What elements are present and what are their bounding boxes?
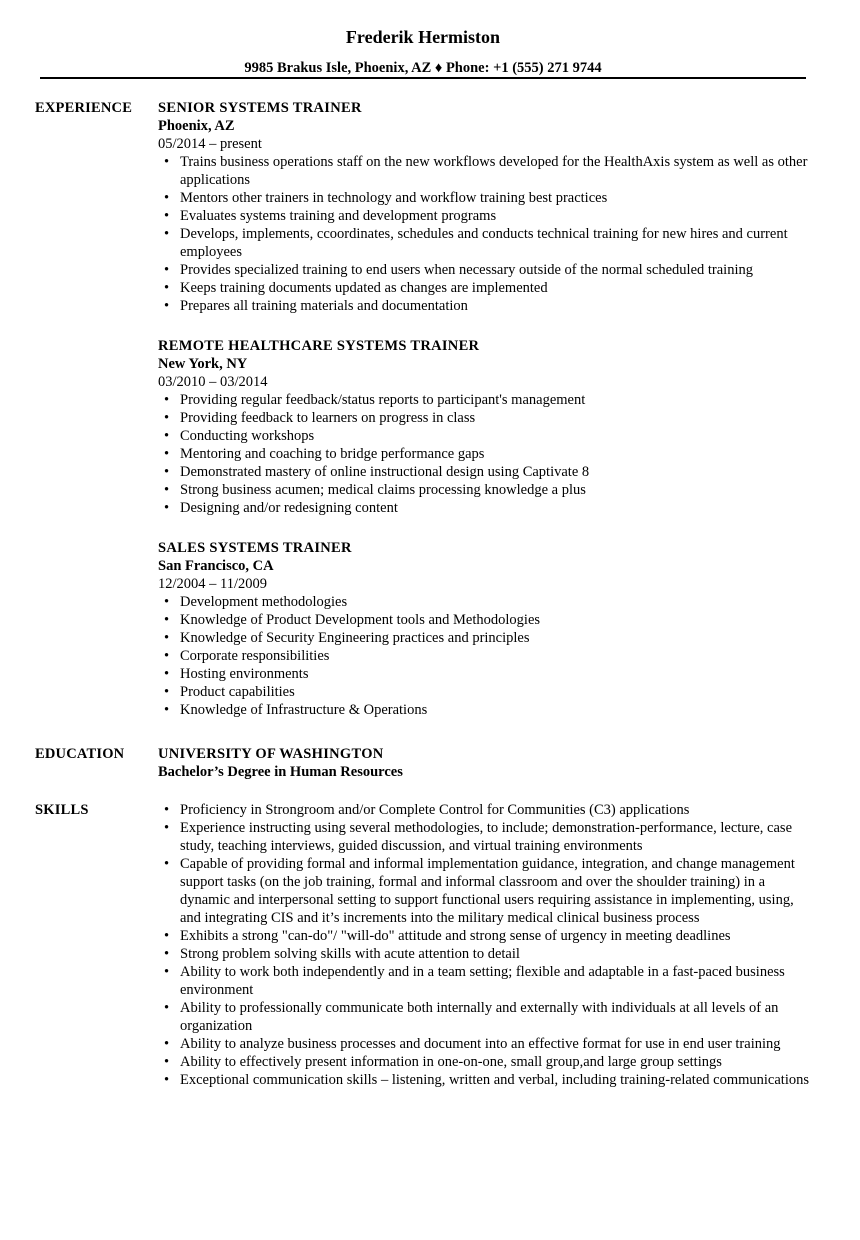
job-bullet: • Corporate responsibilities xyxy=(180,647,818,665)
job-bullet: • Designing and/or redesigning content xyxy=(180,499,818,517)
skill-item: • Ability to professionally communicate both internally and externally with individuals at all levels of an organization xyxy=(180,999,818,1035)
school-name: UNIVERSITY OF WASHINGTON xyxy=(158,746,384,762)
skill-item: • Ability to analyze business processes and document into an effective format for use in end user training xyxy=(180,1035,818,1053)
job-bullet: • Develops, implements, ccoordinates, schedules and conducts technical training for new hires and current employees xyxy=(180,225,818,261)
job-bullet: • Mentoring and coaching to bridge performance gaps xyxy=(180,445,818,463)
experience-jobs xyxy=(158,99,818,741)
job-bullet: • Knowledge of Product Development tools and Methodologies xyxy=(180,611,818,629)
skill-item: • Ability to effectively present information in one-on-one, small group,and large group settings xyxy=(180,1053,818,1071)
job-dates: 12/2004 – 11/2009 xyxy=(158,576,268,592)
education-label: EDUCATION xyxy=(35,746,125,762)
job-title: SENIOR SYSTEMS TRAINER xyxy=(158,100,362,116)
job-entry xyxy=(158,337,818,517)
job-bullet: • Hosting environments xyxy=(180,665,818,683)
job-location: Phoenix, AZ xyxy=(158,118,235,134)
job-title: REMOTE HEALTHCARE SYSTEMS TRAINER xyxy=(158,338,480,354)
job-bullet: • Knowledge of Security Engineering practices and principles xyxy=(180,629,818,647)
skill-item: • Capable of providing formal and informal implementation guidance, integration, and change management support tasks (on the job training, formal and informal classroom and over the shoulder training) in a dynamic and interpersonal setting to support functional users requiring assistance in implementing, using, and integrating CIS and it’s increments into the military medical clinical business process xyxy=(180,855,818,927)
degree: Bachelor’s Degree in Human Resources xyxy=(158,764,403,780)
job-bullet: • Mentors other trainers in technology and workflow training best practices xyxy=(180,189,818,207)
skill-item: • Ability to work both independently and in a team setting; flexible and adaptable in a fast-paced business environment xyxy=(180,963,818,999)
skill-item: • Exhibits a strong "can-do"/ "will-do" attitude and strong sense of urgency in meeting deadlines xyxy=(180,927,818,945)
job-bullet: • Providing feedback to learners on progress in class xyxy=(180,409,818,427)
candidate-name: Frederik Hermiston xyxy=(345,27,501,47)
job-bullets xyxy=(158,391,818,517)
job-bullet: • Strong business acumen; medical claims processing knowledge a plus xyxy=(180,481,818,499)
job-bullet: • Demonstrated mastery of online instructional design using Captivate 8 xyxy=(180,463,818,481)
skill-item: • Proficiency in Strongroom and/or Complete Control for Communities (C3) applications xyxy=(180,801,818,819)
job-bullet: • Conducting workshops xyxy=(180,427,818,445)
experience-label: EXPERIENCE xyxy=(35,100,133,116)
job-dates: 05/2014 – present xyxy=(158,136,262,152)
header-divider xyxy=(40,77,806,79)
job-bullet: • Keeps training documents updated as changes are implemented xyxy=(180,279,818,297)
skill-item: • Exceptional communication skills – listening, written and verbal, including training-related communications xyxy=(180,1071,818,1089)
contact-line: 9985 Brakus Isle, Phoenix, AZ ♦ Phone: +1 (555) 271 9744 xyxy=(244,60,602,76)
job-location: San Francisco, CA xyxy=(158,558,274,574)
skill-item: • Experience instructing using several methodologies, to include; demonstration-performance, lecture, case study, teaching interviews, guided discussion, and virtual training environments xyxy=(180,819,818,855)
job-bullet: • Evaluates systems training and development programs xyxy=(180,207,818,225)
job-dates: 03/2010 – 03/2014 xyxy=(158,374,268,390)
job-bullet: • Provides specialized training to end users when necessary outside of the normal scheduled training xyxy=(180,261,818,279)
education-body xyxy=(158,745,818,781)
job-bullet: • Providing regular feedback/status reports to participant's management xyxy=(180,391,818,409)
skills-label: SKILLS xyxy=(35,802,89,818)
job-bullet: • Knowledge of Infrastructure & Operations xyxy=(180,701,818,719)
job-bullet: • Prepares all training materials and documentation xyxy=(180,297,818,315)
job-bullet: • Trains business operations staff on the new workflows developed for the HealthAxis system as well as other applications xyxy=(180,153,818,189)
job-bullets xyxy=(158,593,818,719)
job-bullet: • Product capabilities xyxy=(180,683,818,701)
job-title: SALES SYSTEMS TRAINER xyxy=(158,540,352,556)
job-location: New York, NY xyxy=(158,356,248,372)
skills-list xyxy=(158,801,818,1089)
job-bullets xyxy=(158,153,818,315)
skills-body xyxy=(158,801,818,1089)
skill-item: • Strong problem solving skills with acute attention to detail xyxy=(180,945,818,963)
job-entry xyxy=(158,539,818,719)
job-bullet: • Development methodologies xyxy=(180,593,818,611)
job-entry xyxy=(158,99,818,315)
